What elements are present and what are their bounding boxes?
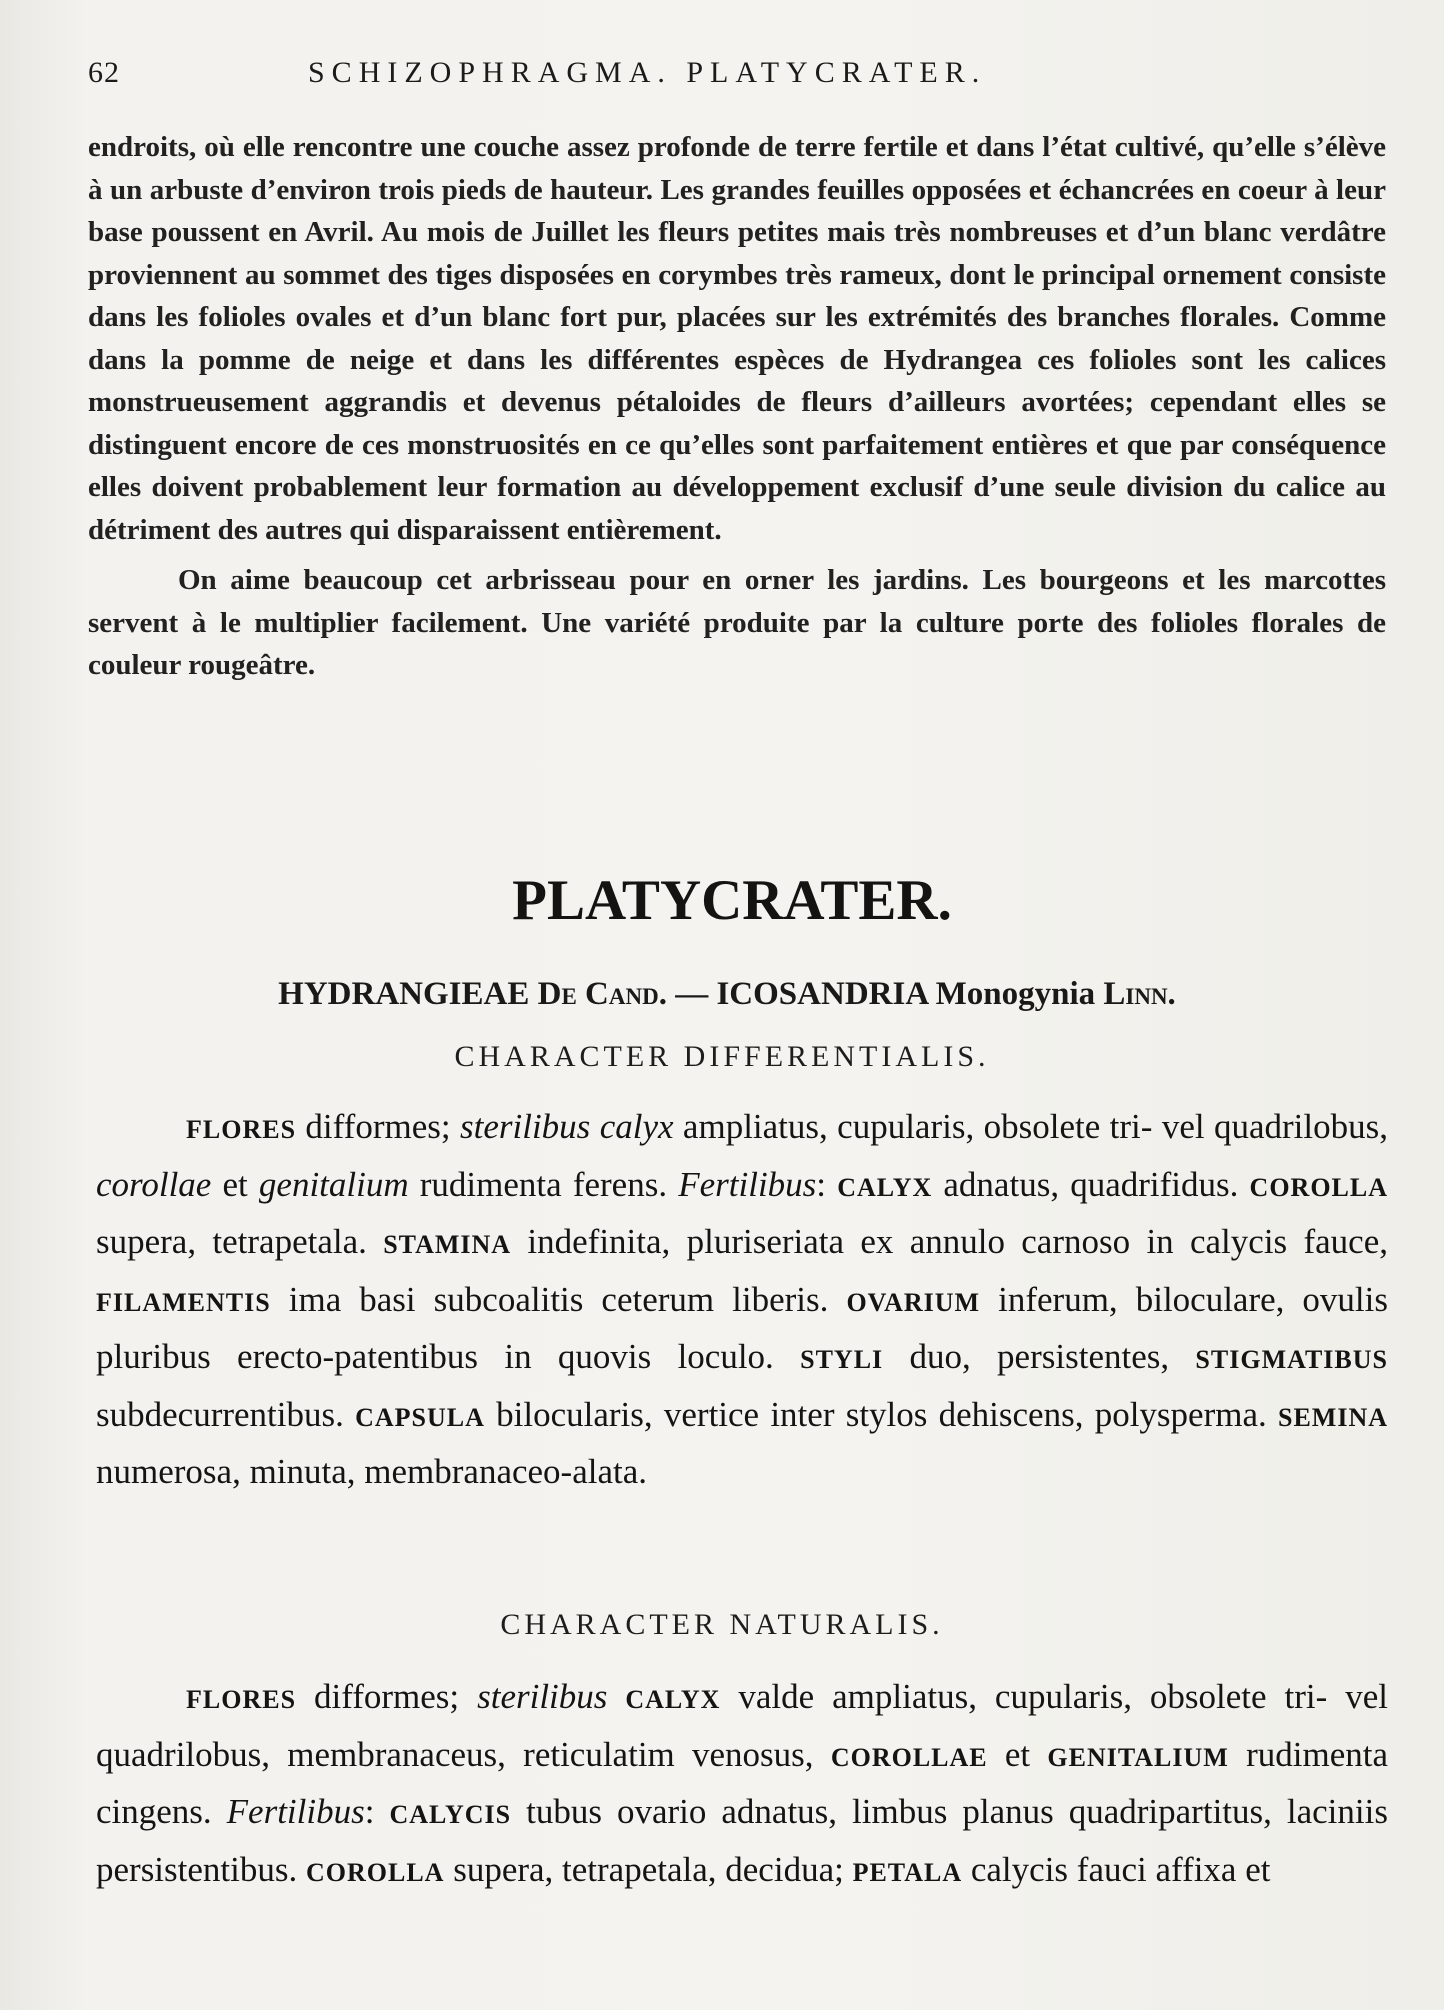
smallcaps-term: STYLI [800, 1345, 884, 1374]
smallcaps-term: CALYCIS [389, 1800, 512, 1829]
classification-line [0, 976, 1444, 1013]
italic-term: corollae [96, 1164, 212, 1204]
smallcaps-term: PETALA [852, 1857, 963, 1887]
linnaean-order: Monogynia [935, 976, 1096, 1012]
text-run: duo, persistentes, [883, 1337, 1196, 1376]
smallcaps-term: CAPSULA [355, 1402, 485, 1432]
running-head [88, 56, 1378, 96]
family-author: De Cand. [537, 976, 667, 1012]
text-run: rudimenta ferens. [408, 1164, 679, 1204]
character-naturalis-paragraph [96, 1670, 1388, 1900]
smallcaps-term: STIGMATIBUS [1195, 1345, 1388, 1374]
smallcaps-term: OVARIUM [846, 1287, 981, 1317]
classification-dash: — [675, 976, 709, 1012]
italic-term: Fertilibus [226, 1792, 365, 1831]
text-run: inferum, biloculare, ovulis pluribus erecto-patentibus in quovis loculo. [96, 1279, 1389, 1376]
text-run: tubus ovario adnatus, limbus planus quadripartitus, laciniis persistentibus. [96, 1792, 1388, 1889]
text-run: indefinita, pluriseriata ex annulo carnoso in calycis fauce, [511, 1222, 1388, 1261]
character-differentialis-text [96, 1100, 1388, 1500]
text-run: difformes; [296, 1677, 478, 1716]
text-run: rudimenta cingens. [96, 1734, 1388, 1831]
italic-term: genitalium [258, 1164, 409, 1204]
text-run: ampliatus, cupularis, obsolete tri- vel quadrilobus, [673, 1107, 1388, 1146]
smallcaps-term: FLORES [186, 1115, 297, 1144]
italic-term: Fertilibus [678, 1164, 817, 1204]
running-head-title: SCHIZOPHRAGMA. PLATYCRATER. [308, 56, 987, 89]
linnaean-class: ICOSANDRIA [716, 976, 928, 1012]
character-differentialis-heading: CHARACTER DIFFERENTIALIS. [454, 1040, 990, 1073]
family-name: HYDRANGIEAE [278, 976, 530, 1012]
page-number: 62 [88, 56, 120, 89]
genus-title: PLATYCRATER. [512, 869, 952, 932]
character-naturalis-heading: CHARACTER NATURALIS. [500, 1608, 944, 1641]
smallcaps-term: COROLLA [1249, 1172, 1389, 1202]
text-run: bilocularis, vertice inter stylos dehiscens, polysperma. [484, 1394, 1278, 1434]
text-run: : [364, 1792, 390, 1831]
text-run: et [211, 1164, 259, 1204]
text-run: et [987, 1734, 1048, 1774]
text-run [607, 1677, 625, 1716]
smallcaps-term: FLORES [186, 1685, 297, 1714]
text-run: numerosa, minuta, membranaceo-alata. [96, 1452, 648, 1491]
smallcaps-term: CALYX [625, 1685, 721, 1714]
text-run: ima basi subcoalitis ceterum liberis. [270, 1279, 847, 1319]
text-run: supera, tetrapetala, decidua; [444, 1849, 853, 1889]
text-run: subdecurrentibus. [96, 1394, 356, 1434]
smallcaps-term: STAMINA [383, 1230, 512, 1259]
text-run: valde ampliatus, cupularis, obsolete tri- vel quadrilobus, membranaceus, reticulatim venosus, [96, 1677, 1388, 1774]
text-run: : [816, 1164, 838, 1204]
character-differentialis-paragraph [96, 1100, 1388, 1500]
character-naturalis-text [96, 1670, 1388, 1900]
text-run: difformes; [296, 1107, 460, 1146]
smallcaps-term: GENITALIUM [1047, 1742, 1229, 1772]
french-paragraph-2: On aime beaucoup cet arbrisseau pour en orner les jardins. Les bourgeons et les marcottes servent à le multiplier facilement. Une variété produite par la culture porte des folioles florales de couleur rougeâtre. [88, 564, 1386, 681]
french-description [88, 126, 1386, 687]
smallcaps-term: FILAMENTIS [96, 1287, 271, 1317]
smallcaps-term: CALYX [837, 1172, 933, 1202]
text-run: adnatus, quadrifidus. [932, 1164, 1250, 1204]
text-run: calycis fauci affixa et [962, 1849, 1271, 1889]
text-run: supera, tetrapetala. [96, 1222, 384, 1261]
smallcaps-term: COROLLA [305, 1857, 445, 1887]
italic-term: sterilibus [477, 1677, 608, 1716]
smallcaps-term: SEMINA [1278, 1402, 1389, 1432]
smallcaps-term: COROLLAE [830, 1742, 988, 1772]
italic-term: sterilibus calyx [460, 1107, 674, 1146]
class-author: Linn. [1103, 976, 1176, 1012]
french-paragraph-1: endroits, où elle rencontre une couche assez profonde de terre fertile et dans l’état cultivé, qu’elle s’élève à un arbuste d’environ trois pieds de hauteur. Les grandes feuilles opposées et échancrées en coeur à leur base poussent en Avril. Au mois de Juillet les fleurs petites mais très nombreuses et d’un blanc verdâtre proviennent au sommet des tiges disposées en corymbes très rameux, dont le principal ornement consiste dans les folioles ovales et d’un blanc fort pur, placées sur les extrémités des branches florales. Comme dans la pomme de neige et dans les différentes espèces de Hydrangea ces folioles sont les calices monstrueusement aggrandis et devenus pétaloides de fleurs d’ailleurs avortées; cependant elles se distinguent encore de ces monstruosités en ce qu’elles sont parfaitement entières et que par conséquence elles doivent probablement leur formation au développement exclusif d’une seule division du calice au détriment des autres qui disparaissent entièrement. [88, 131, 1386, 546]
